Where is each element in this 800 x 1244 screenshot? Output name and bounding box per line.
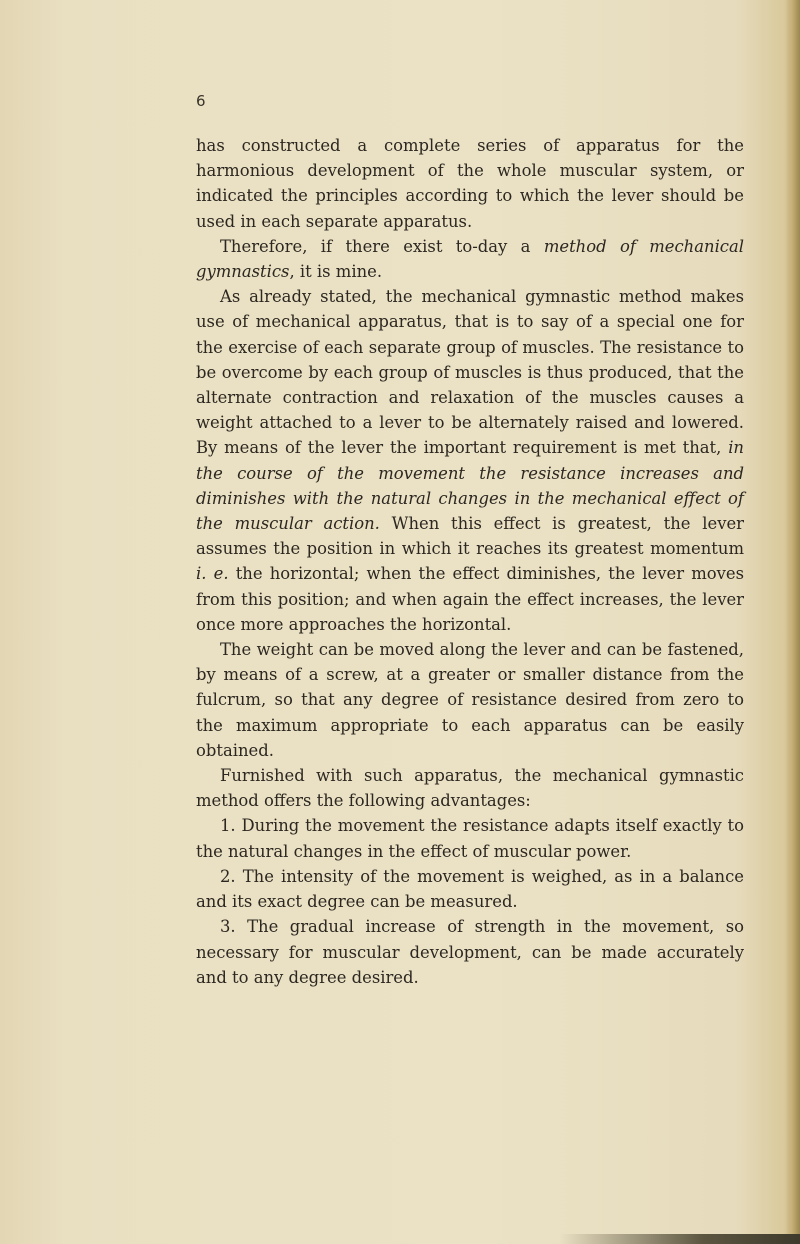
paragraph-1-text: has constructed a complete series of apparatus for the harmonious development of the whole muscular system, or indicated the principles according to which the lever should be used in each separate apparatus. xyxy=(196,136,744,231)
paragraph-3 xyxy=(196,284,744,637)
paragraph-4 xyxy=(196,637,744,763)
paragraph-2-emphasis: method of mechanical gymnastics xyxy=(196,236,745,282)
paragraph-2 xyxy=(196,234,744,284)
paragraph-5 xyxy=(196,763,744,813)
list-item-2 xyxy=(196,864,744,914)
paragraph-2-text-a: Therefore, if there exist to-day a xyxy=(220,236,544,256)
paragraph-4-text: The weight can be moved along the lever and can be fastened, by means of a screw, at a greater or smaller distance from the fulcrum, so that any degree of resistance desired from zero to the maximum appropriate to each apparatus can be easily obtained. xyxy=(196,640,744,760)
body-text xyxy=(196,133,744,990)
page-edge xyxy=(786,0,800,1244)
list-item-1-text: 1. During the movement the resistance adapts itself exactly to the natural changes in the effect of muscular power. xyxy=(196,816,744,861)
paragraph-3-emphasis: in the course of the movement the resistance increases and diminishes with the natural changes in the mechanical effect of the muscular action. xyxy=(196,438,744,534)
list-item-3-text: 3. The gradual increase of strength in the movement, so necessary for muscular development, can be made accurately and to any degree desired. xyxy=(196,917,744,987)
page-number: 6 xyxy=(196,92,206,110)
paragraph-3-abbrev: i. e. xyxy=(196,564,229,584)
page-bottom-shadow xyxy=(560,1234,800,1244)
paragraph-3-text-a: As already stated, the mechanical gymnastic method makes use of mechanical apparatus, that is to say of a special one for the exercise of each separate group of muscles. The resistance to be overcome by each group of muscles is thus produced, that the alternate contraction and relaxation of the muscles causes a weight attached to a lever to be alternately raised and lowered. By means of the lever the important requirement is met that, xyxy=(196,287,744,458)
paragraph-3-text-c: the horizontal; when the effect diminishes, the lever moves from this position; and when again the effect increases, the lever once more approaches the horizontal. xyxy=(196,564,744,634)
list-item-3 xyxy=(196,914,744,990)
paragraph-1 xyxy=(196,133,744,234)
paragraph-5-text: Furnished with such apparatus, the mechanical gymnastic method offers the following advantages: xyxy=(196,766,744,811)
paragraph-3-text-b: When this effect is greatest, the lever assumes the position in which it reaches its greatest momentum xyxy=(196,514,744,559)
list-item-1 xyxy=(196,813,744,863)
paragraph-2-text-b: , it is mine. xyxy=(289,262,383,282)
list-item-2-text: 2. The intensity of the movement is weighed, as in a balance and its exact degree can be measured. xyxy=(196,866,744,912)
